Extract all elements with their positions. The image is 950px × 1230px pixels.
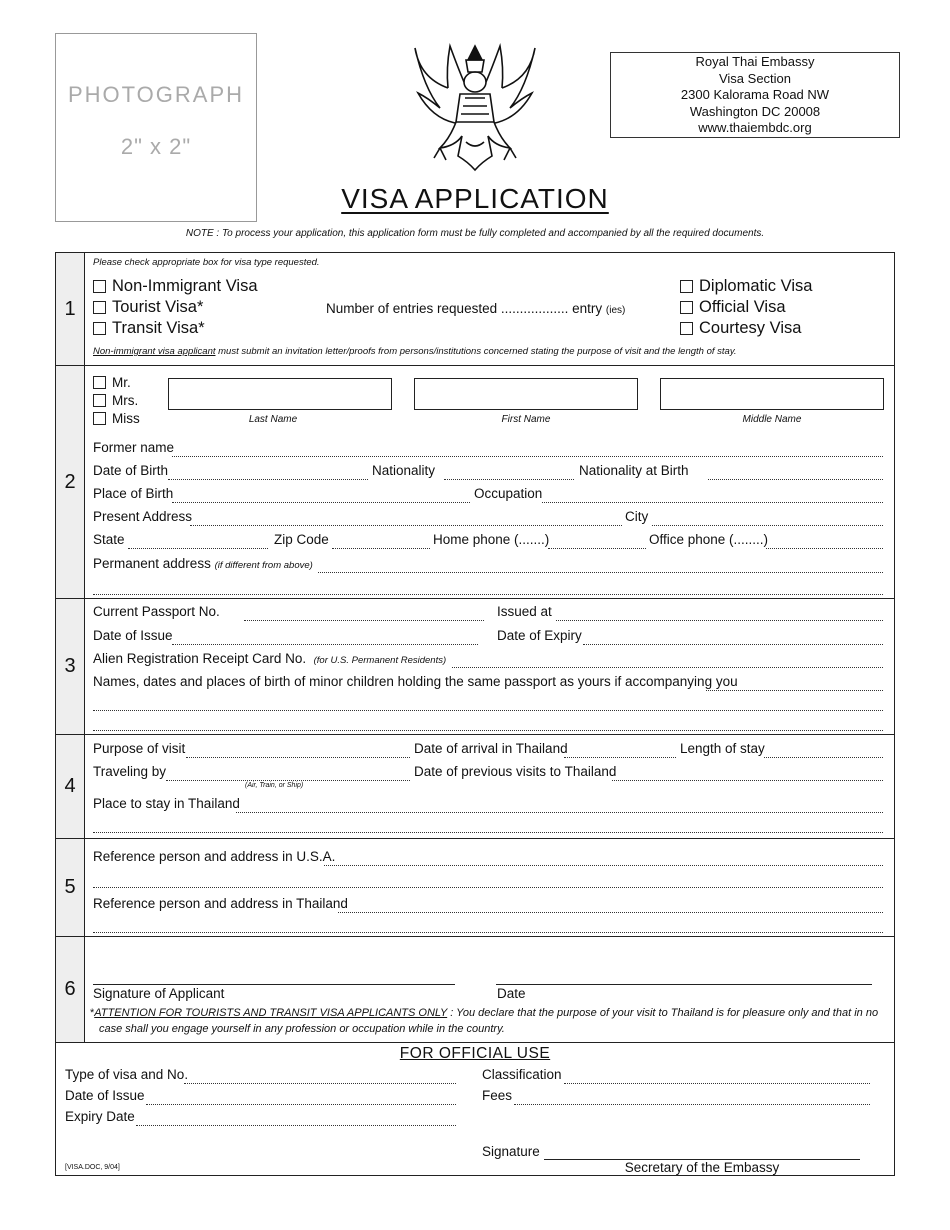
pob-label: Place of Birth — [93, 486, 174, 501]
passport-label: Current Passport No. — [93, 604, 220, 619]
length-of-stay-field[interactable] — [764, 757, 883, 758]
nationality-at-birth-label: Nationality at Birth — [579, 463, 689, 478]
classification-field[interactable] — [564, 1083, 870, 1084]
arrival-label: Date of arrival in Thailand — [414, 741, 568, 756]
official-expiry-field[interactable] — [136, 1125, 456, 1126]
occupation-field[interactable] — [542, 502, 883, 503]
previous-visits-field[interactable] — [612, 780, 883, 781]
form-code: [VISA.DOC, 9/04] — [65, 1164, 120, 1171]
section-visa-type — [56, 253, 894, 366]
date-of-expiry-field[interactable] — [583, 644, 883, 645]
miss-checkbox[interactable] — [93, 412, 106, 425]
visa-type-number-field[interactable] — [184, 1083, 456, 1084]
photo-label: PHOTOGRAPH — [67, 82, 245, 107]
applicant-signature-field[interactable] — [93, 984, 455, 985]
date-of-expiry-label: Date of Expiry — [497, 628, 582, 643]
nationality-at-birth-field[interactable] — [708, 479, 883, 480]
reference-usa-field-2[interactable] — [93, 887, 883, 888]
attention-heading: ATTENTION FOR TOURISTS AND TRANSIT VISA APPLICANTS ONLY — [94, 1007, 448, 1019]
office-phone-label: Office phone (........) — [649, 532, 769, 547]
photo-placeholder — [55, 33, 257, 222]
official-issue-field[interactable] — [146, 1104, 456, 1105]
tourist-option[interactable] — [93, 298, 203, 317]
alien-text: Alien Registration Receipt Card No. — [93, 651, 307, 666]
traveling-by-note: (Air, Train, or Ship) — [245, 782, 304, 789]
visa-type-number-label: Type of visa and No. — [65, 1067, 189, 1082]
section-number: 1 — [56, 253, 85, 365]
purpose-field[interactable] — [186, 757, 410, 758]
signature-date-field[interactable] — [496, 984, 872, 985]
option-label: Diplomatic Visa — [699, 277, 813, 295]
garuda-emblem-icon — [410, 38, 540, 178]
option-label: Non-Immigrant Visa — [112, 277, 258, 295]
classification-label: Classification — [482, 1067, 562, 1082]
reference-usa-label: Reference person and address in U.S.A. — [93, 849, 336, 864]
section-references — [56, 839, 894, 937]
fees-label: Fees — [482, 1088, 513, 1103]
former-name-field[interactable] — [172, 456, 883, 457]
title-miss-option[interactable] — [93, 411, 140, 426]
option-label: Tourist Visa* — [112, 298, 204, 316]
reference-thailand-field-2[interactable] — [93, 932, 883, 933]
first-name-input[interactable] — [414, 378, 638, 410]
last-name-label: Last Name — [248, 414, 298, 425]
embassy-name: Royal Thai Embassy — [695, 54, 815, 69]
home-phone-label: Home phone (.......) — [433, 532, 550, 547]
issued-at-label: Issued at — [497, 604, 552, 619]
declaration-line-1: : You declare that the purpose of your visit to Thailand is for pleasure only and that in no — [447, 1007, 879, 1019]
arrival-field[interactable] — [564, 757, 676, 758]
children-label: Names, dates and places of birth of minor children holding the same passport as yours if accompanying you — [93, 674, 738, 689]
passport-field[interactable] — [244, 620, 484, 621]
permanent-address-field[interactable] — [318, 572, 883, 573]
tourist-checkbox[interactable] — [93, 301, 106, 314]
perm-note: (if different from above) — [214, 560, 313, 571]
length-of-stay-label: Length of stay — [680, 741, 765, 756]
alien-card-label — [93, 651, 446, 666]
section-passport — [56, 599, 894, 735]
option-label: Official Visa — [699, 298, 786, 316]
address-field[interactable] — [190, 525, 622, 526]
option-label: Courtesy Visa — [699, 319, 802, 337]
perm-text: Permanent address — [93, 556, 211, 571]
nonimmigrant-option[interactable] — [93, 277, 258, 296]
option-label: Mr. — [112, 375, 131, 390]
city-label: City — [625, 509, 649, 524]
official-heading-text: FOR OFFICIAL USE — [399, 1045, 551, 1062]
secretary-label: Secretary of the Embassy — [624, 1160, 780, 1175]
transit-option[interactable] — [93, 319, 205, 338]
date-of-issue-label: Date of Issue — [93, 628, 173, 643]
children-field-2[interactable] — [93, 710, 883, 711]
visa-type-instruction: Please check appropriate box for visa type requested. — [93, 257, 320, 268]
place-to-stay-field[interactable] — [236, 812, 883, 813]
official-option[interactable] — [680, 298, 786, 317]
official-signature-label: Signature — [482, 1144, 540, 1159]
footnote-text: must submit an invitation letter/proofs from persons/institutions concerned stating the purpose of visit and the length of stay. — [215, 346, 737, 357]
mr-checkbox[interactable] — [93, 376, 106, 389]
courtesy-option[interactable] — [680, 319, 801, 338]
section-personal-info — [56, 366, 894, 599]
traveling-by-label: Traveling by — [93, 764, 167, 779]
attention-notice — [90, 1007, 878, 1019]
pob-field[interactable] — [172, 502, 470, 503]
option-label: Miss — [112, 411, 140, 426]
official-checkbox[interactable] — [680, 301, 693, 314]
entries-suffix: (ies) — [605, 305, 626, 316]
traveling-by-field[interactable] — [166, 780, 410, 781]
embassy-website: www.thaiembdc.org — [698, 120, 812, 135]
reference-thailand-field[interactable] — [338, 912, 883, 913]
nonimmigrant-footnote — [93, 346, 737, 357]
title-mrs-option[interactable] — [93, 393, 138, 408]
date-label: Date — [497, 986, 526, 1001]
zip-label: Zip Code — [274, 532, 329, 547]
permanent-address-field-2[interactable] — [93, 594, 883, 595]
official-use-section — [56, 1043, 894, 1175]
children-field[interactable] — [706, 690, 883, 691]
section-number: 5 — [56, 839, 85, 936]
nationality-label: Nationality — [372, 463, 436, 478]
official-use-heading — [56, 1045, 894, 1063]
former-name-label: Former name — [93, 440, 175, 455]
state-field[interactable] — [128, 548, 268, 549]
section-number: 6 — [56, 937, 85, 1042]
title-mr-option[interactable] — [93, 375, 131, 390]
state-label: State — [93, 532, 125, 547]
section-number: 4 — [56, 735, 85, 838]
transit-checkbox[interactable] — [93, 322, 106, 335]
dob-label: Date of Birth — [93, 463, 169, 478]
entries-label: Number of entries requested .................. entry — [326, 301, 603, 316]
section-travel — [56, 735, 894, 839]
application-form — [55, 252, 895, 1176]
last-name-input[interactable] — [168, 378, 392, 410]
asterisk: * — [90, 1007, 95, 1019]
reference-thailand-label: Reference person and address in Thailand — [93, 896, 348, 911]
fees-field[interactable] — [514, 1104, 870, 1105]
nationality-field[interactable] — [444, 479, 574, 480]
option-label: Mrs. — [112, 393, 139, 408]
embassy-address-box — [610, 52, 900, 138]
embassy-section: Visa Section — [718, 70, 792, 86]
children-field-3[interactable] — [93, 730, 883, 731]
entries-field[interactable] — [326, 301, 625, 316]
dob-field[interactable] — [168, 479, 368, 480]
section-number: 3 — [56, 599, 85, 734]
occupation-label: Occupation — [474, 486, 543, 501]
alien-card-field[interactable] — [452, 667, 883, 668]
address-label: Present Address — [93, 509, 193, 524]
home-phone-field[interactable] — [548, 548, 646, 549]
previous-visits-label: Date of previous visits to Thailand — [414, 764, 617, 779]
middle-name-input[interactable] — [660, 378, 884, 410]
official-expiry-label: Expiry Date — [65, 1109, 135, 1124]
footnote-underlined: Non-immigrant visa applicant — [93, 346, 216, 357]
option-label: Transit Visa* — [112, 319, 205, 337]
section-number: 2 — [56, 366, 85, 598]
place-to-stay-field-2[interactable] — [93, 832, 883, 833]
declaration-line-2: case shall you engage yourself in any profession or occupation while in the country. — [99, 1023, 505, 1035]
embassy-street: 2300 Kalorama Road NW — [680, 87, 830, 102]
issued-at-field[interactable] — [556, 620, 883, 621]
nonimmigrant-checkbox[interactable] — [93, 280, 106, 293]
city-field[interactable] — [652, 525, 883, 526]
place-to-stay-label: Place to stay in Thailand — [93, 796, 240, 811]
section-signature — [56, 937, 894, 1043]
purpose-label: Purpose of visit — [93, 741, 186, 756]
signature-label: Signature of Applicant — [93, 986, 225, 1001]
zip-field[interactable] — [332, 548, 430, 549]
instruction-note: NOTE : To process your application, this application form must be fully completed and accompanied by all the required documents. — [185, 228, 765, 239]
courtesy-checkbox[interactable] — [680, 322, 693, 335]
diplomatic-option[interactable] — [680, 277, 812, 296]
first-name-label: First Name — [501, 414, 551, 425]
official-issue-label: Date of Issue — [65, 1088, 145, 1103]
embassy-city: Washington DC 20008 — [689, 103, 821, 119]
mrs-checkbox[interactable] — [93, 394, 106, 407]
alien-note: (for U.S. Permanent Residents) — [313, 655, 447, 666]
page-title: VISA APPLICATION — [341, 183, 609, 214]
diplomatic-checkbox[interactable] — [680, 280, 693, 293]
middle-name-label: Middle Name — [742, 414, 802, 425]
date-of-issue-field[interactable] — [172, 644, 478, 645]
office-phone-field[interactable] — [766, 548, 883, 549]
photo-size: 2" x 2" — [120, 134, 192, 159]
permanent-address-label — [93, 556, 313, 571]
reference-usa-field[interactable] — [324, 865, 883, 866]
